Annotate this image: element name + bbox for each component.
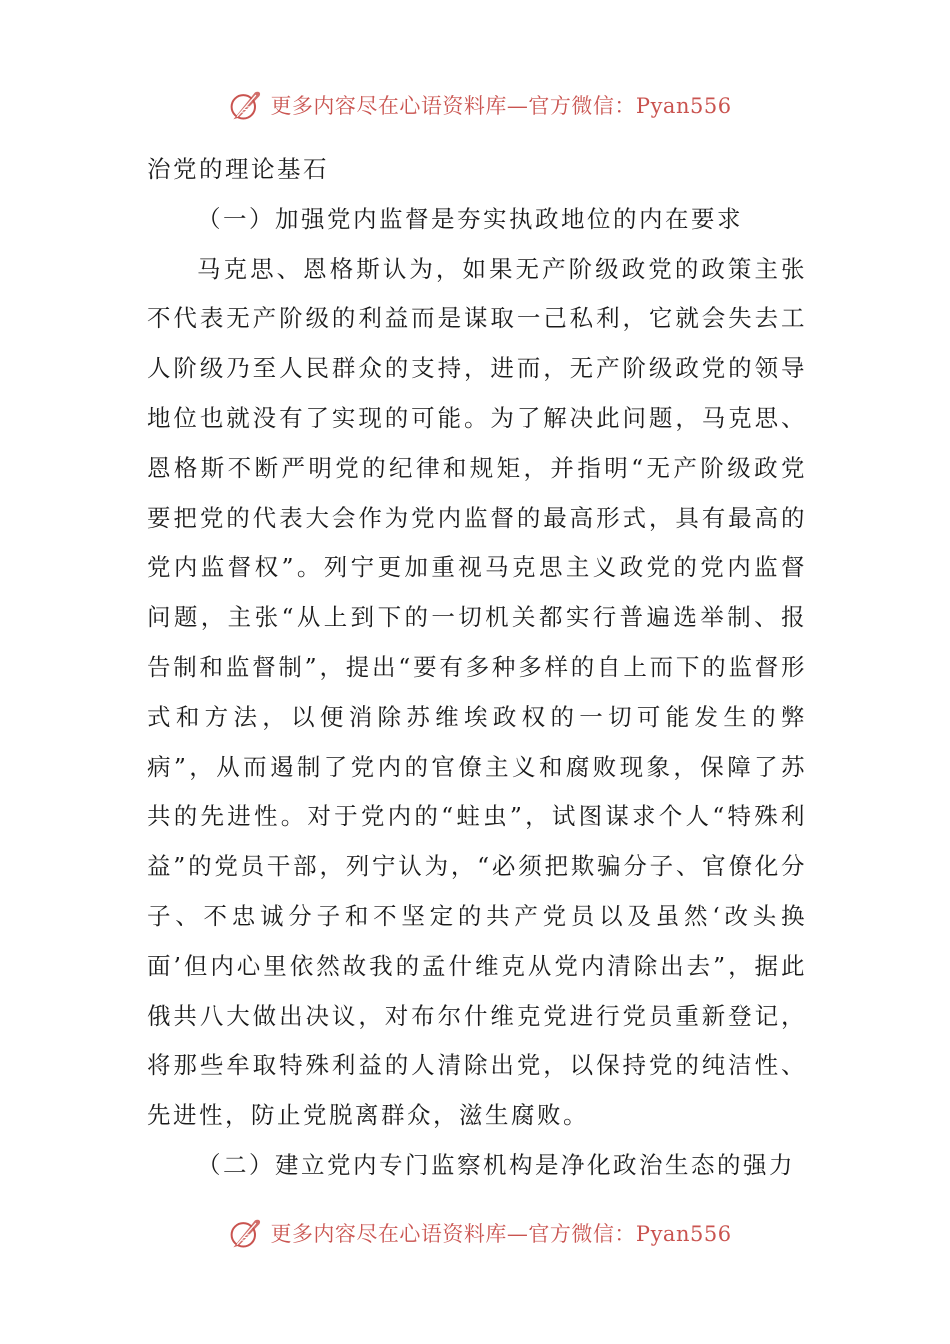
footer-watermark-banner xyxy=(0,1208,950,1258)
header-watermark xyxy=(228,87,731,123)
section-heading-2: （二）建立党内专门监察机构是净化政治生态的强力 xyxy=(197,1150,795,1179)
document-body xyxy=(147,145,807,1191)
feather-pen-circle-icon xyxy=(228,87,264,123)
body-paragraph: 马克思、恩格斯认为，如果无产阶级政党的政策主张不代表无产阶级的利益而是谋取一己私利，它就会失去工人阶级乃至人民群众的支持，进而，无产阶级政党的领导地位也就没有了实现的可能。为了解决此问题，马克思、恩格斯不断严明党的纪律和规矩，并指明“无产阶级政党要把党的代表大会作为党内监督的最高形式，具有最高的党内监督权”。列宁更加重视马克思主义政党的党内监督问题，主张“从上到下的一切机关都实行普遍选举制、报告制和监督制”，提出“要有多种多样的自上而下的监督形式和方法，以便消除苏维埃政权的一切可能发生的弊病”，从而遏制了党内的官僚主义和腐败现象，保障了苏共的先进性。对于党内的“蛀虫”，试图谋求个人“特殊利益”的党员干部，列宁认为，“必须把欺骗分子、官僚化分子、不忠诚分子和不坚定的共产党员以及虽然‘改头换面’但内心里依然故我的孟什维克从党内清除出去”，据此俄共八大做出决议，对布尔什维克党进行党员重新登记，将那些牟取特殊利益的人清除出党，以保持党的纯洁性、先进性，防止党脱离群众，滋生腐败。 xyxy=(147,254,807,1130)
footer-watermark xyxy=(228,1215,731,1251)
paragraph-continuation: 治党的理论基石 xyxy=(147,155,329,183)
footer-watermark-text: 更多内容尽在心语资料库—官方微信：Pyan556 xyxy=(270,1222,732,1246)
feather-pen-circle-icon xyxy=(228,1215,264,1251)
section-heading-1: （一）加强党内监督是夯实执政地位的内在要求 xyxy=(197,204,743,233)
header-watermark-banner xyxy=(0,80,950,130)
header-watermark-text: 更多内容尽在心语资料库—官方微信：Pyan556 xyxy=(270,94,732,118)
